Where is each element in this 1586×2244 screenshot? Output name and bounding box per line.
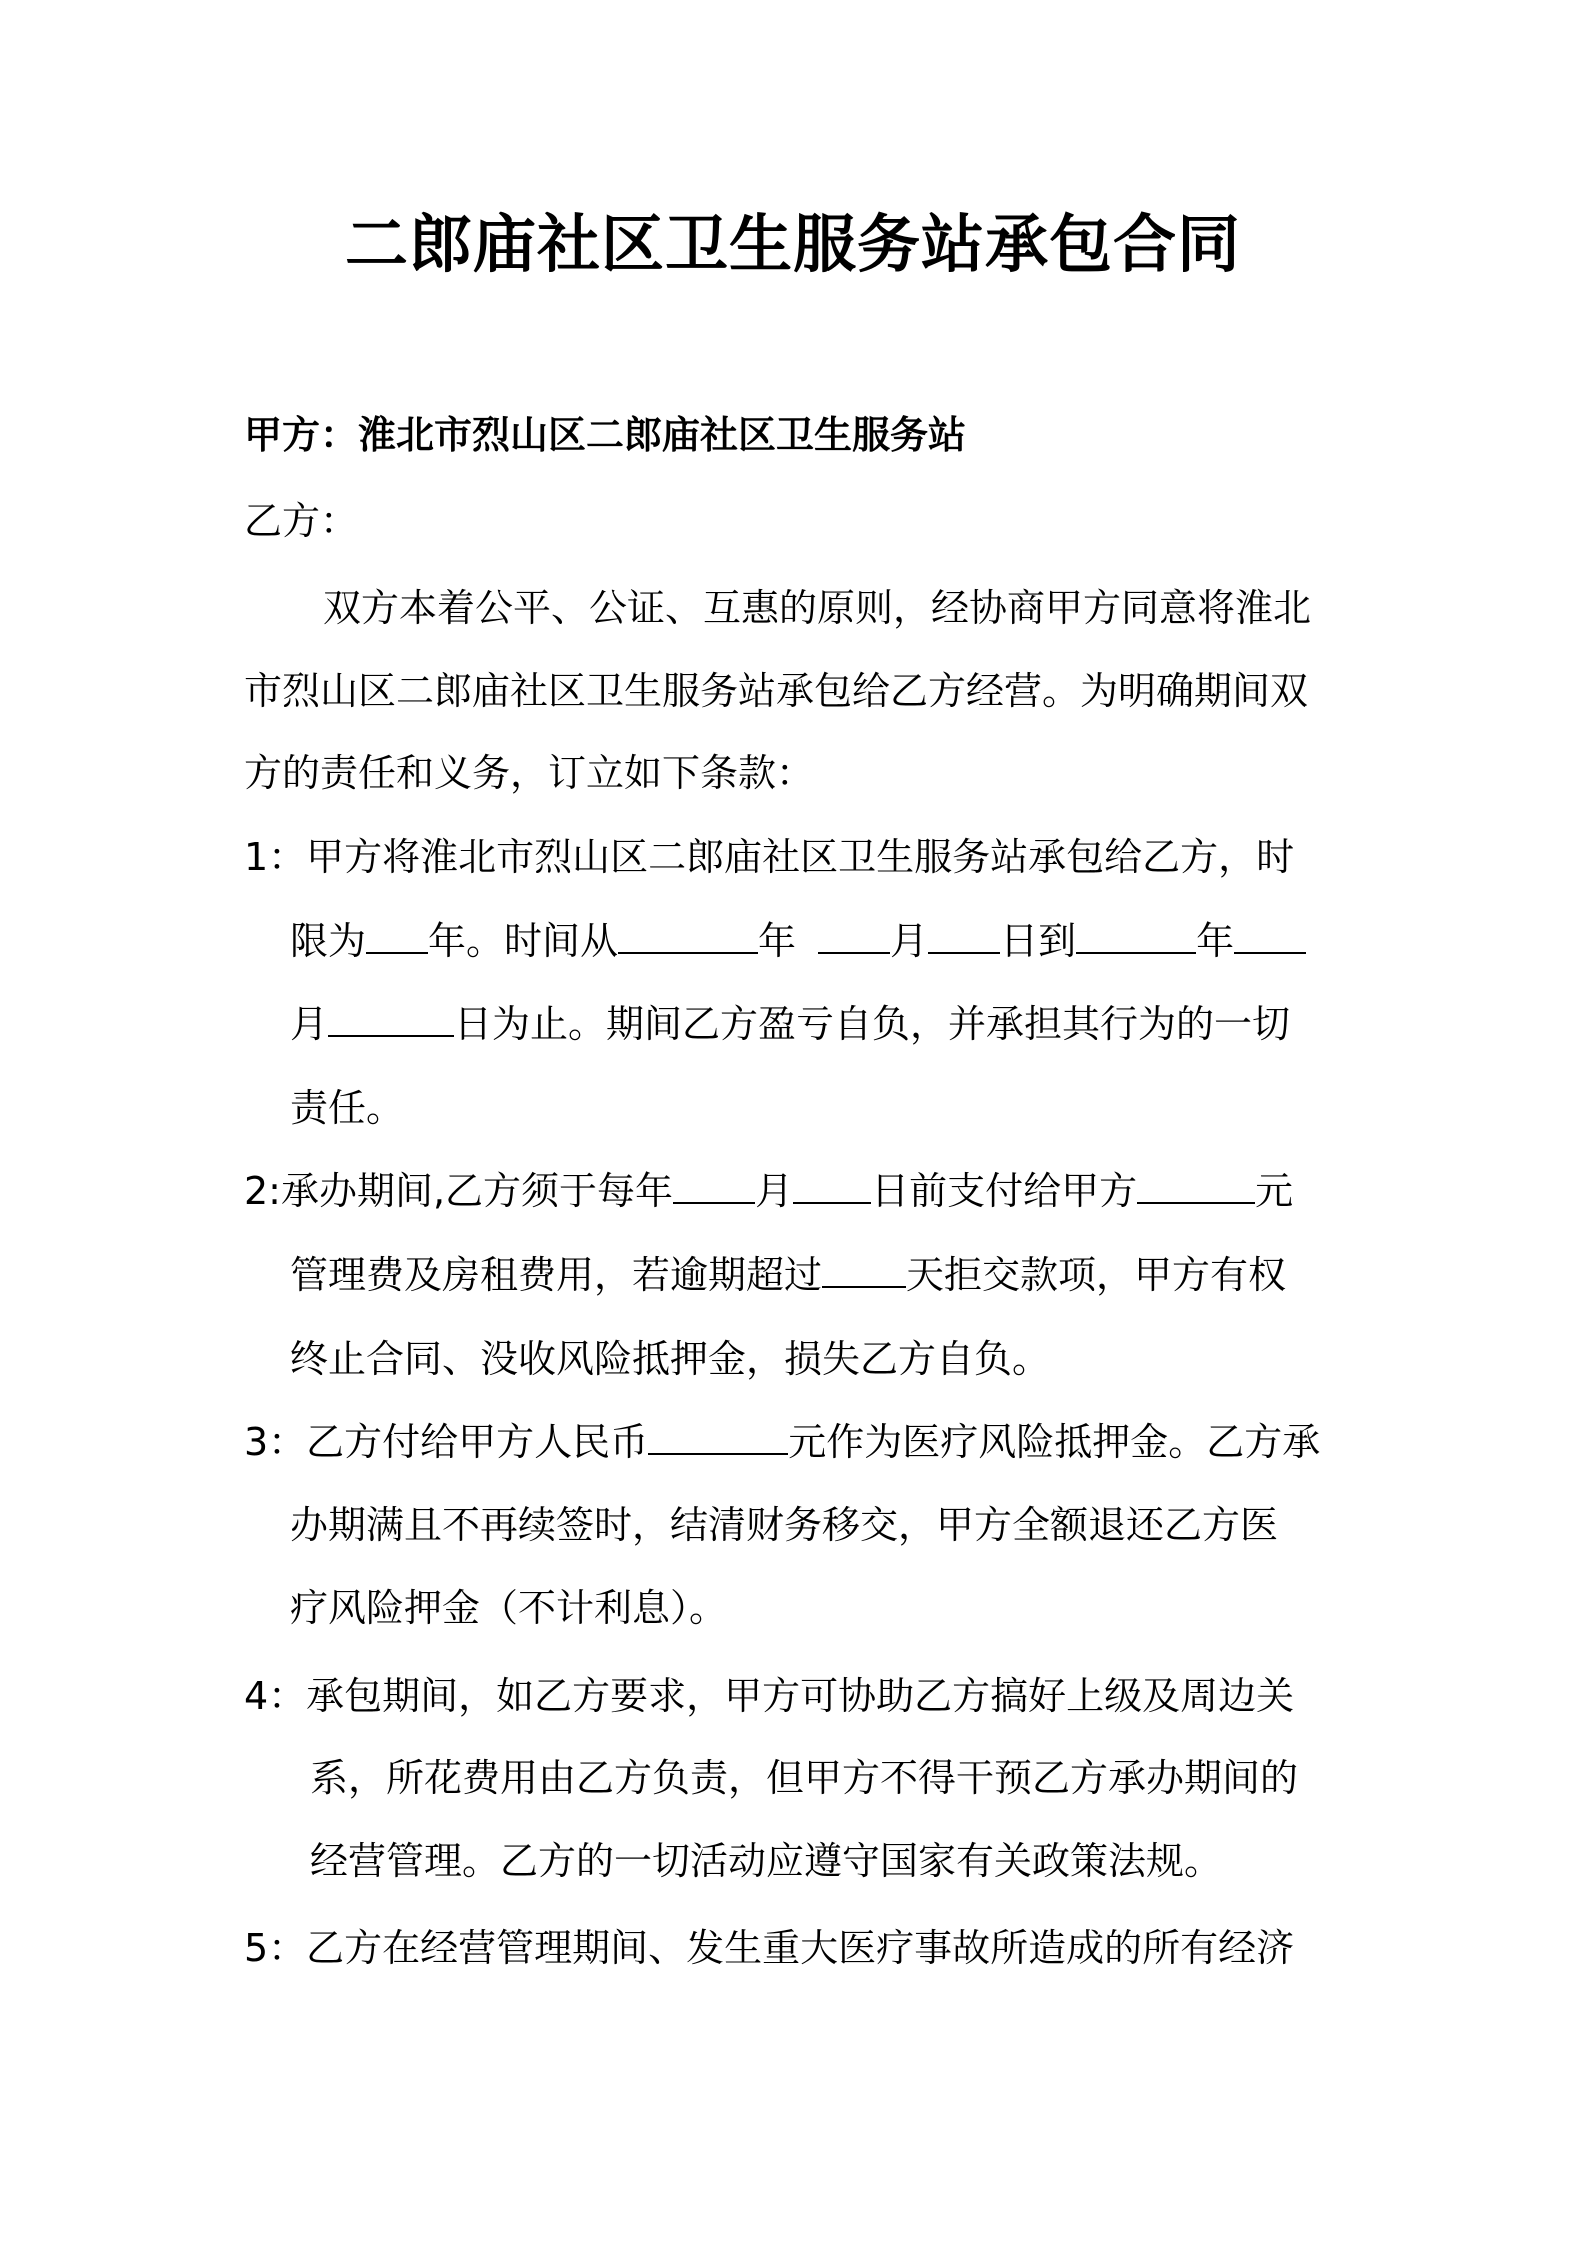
- clause-1-text: 月: [890, 919, 929, 963]
- payment-month-blank[interactable]: [673, 1166, 755, 1204]
- clause-4-line-1: 4：承包期间，如乙方要求，甲方可协助乙方搞好上级及周边关: [244, 1674, 1295, 1718]
- deposit-amount-blank[interactable]: [648, 1417, 788, 1455]
- start-year-blank[interactable]: [618, 916, 758, 954]
- intro-line-1: 双方本着公平、公证、互惠的原则，经协商甲方同意将淮北: [323, 586, 1312, 630]
- clause-3-line-1: [244, 1417, 1320, 1467]
- clause-3-text: 3：乙方付给甲方人民币: [244, 1420, 649, 1464]
- document-title: 二郎庙社区卫生服务站承包合同: [345, 208, 1241, 281]
- party-b-line: 乙方：: [244, 499, 359, 543]
- party-a-line: 甲方：淮北市烈山区二郎庙社区卫生服务站: [244, 413, 967, 457]
- clause-1-text: 限为: [290, 919, 367, 963]
- clause-3-text: 元作为医疗风险抵押金。乙方承: [788, 1420, 1321, 1464]
- clause-2-text: 日前支付给甲方: [871, 1169, 1138, 1213]
- end-month-blank[interactable]: [1234, 916, 1306, 954]
- clause-2-text: 元: [1255, 1169, 1294, 1213]
- clause-1-text: 日为止。期间乙方盈亏自负，并承担其行为的一切: [454, 1002, 1291, 1046]
- clause-4-line-3: 经营管理。乙方的一切活动应遵守国家有关政策法规。: [310, 1839, 1223, 1883]
- clause-5-line-1: 5：乙方在经营管理期间、发生重大医疗事故所造成的所有经济: [244, 1926, 1295, 1970]
- clause-1-line-2: [290, 916, 1306, 966]
- clause-2-text: 2:承办期间,乙方须于每年: [244, 1169, 674, 1213]
- clause-4-line-2: 系，所花费用由乙方负责，但甲方不得干预乙方承办期间的: [310, 1756, 1299, 1800]
- payment-day-blank[interactable]: [793, 1166, 871, 1204]
- clause-1-line-3: [290, 999, 1290, 1049]
- clause-3-line-2: 办期满且不再续签时，结清财务移交，甲方全额退还乙方医: [290, 1503, 1279, 1547]
- clause-2-line-2: [290, 1250, 1286, 1300]
- clause-1-line-1: 1：甲方将淮北市烈山区二郎庙社区卫生服务站承包给乙方，时: [244, 835, 1295, 879]
- clause-2-line-3: 终止合同、没收风险抵押金，损失乙方自负。: [290, 1337, 1051, 1381]
- clause-2-text: 管理费及房租费用，若逾期超过: [290, 1253, 823, 1297]
- clause-3-line-3: 疗风险押金（不计利息）。: [290, 1586, 728, 1630]
- start-month-blank[interactable]: [818, 916, 890, 954]
- clause-2-text: 月: [755, 1169, 794, 1213]
- clause-1-text: 月: [290, 1002, 329, 1046]
- overdue-days-blank[interactable]: [822, 1250, 906, 1288]
- term-years-blank[interactable]: [366, 916, 428, 954]
- payment-amount-blank[interactable]: [1137, 1166, 1255, 1204]
- start-day-blank[interactable]: [928, 916, 1000, 954]
- clause-2-line-1: [244, 1166, 1293, 1216]
- end-day-blank[interactable]: [328, 999, 454, 1037]
- intro-line-2: 市烈山区二郎庙社区卫生服务站承包给乙方经营。为明确期间双: [244, 669, 1309, 713]
- clause-1-text: 日到: [1000, 919, 1077, 963]
- clause-2-text: 天拒交款项，甲方有权: [906, 1253, 1287, 1297]
- clause-1-line-4: 责任。: [290, 1086, 405, 1130]
- intro-line-3: 方的责任和义务，订立如下条款：: [244, 751, 815, 795]
- clause-1-text: 年: [758, 919, 797, 963]
- clause-1-text: 年。时间从: [428, 919, 619, 963]
- end-year-blank[interactable]: [1076, 916, 1196, 954]
- clause-1-text: 年: [1196, 919, 1235, 963]
